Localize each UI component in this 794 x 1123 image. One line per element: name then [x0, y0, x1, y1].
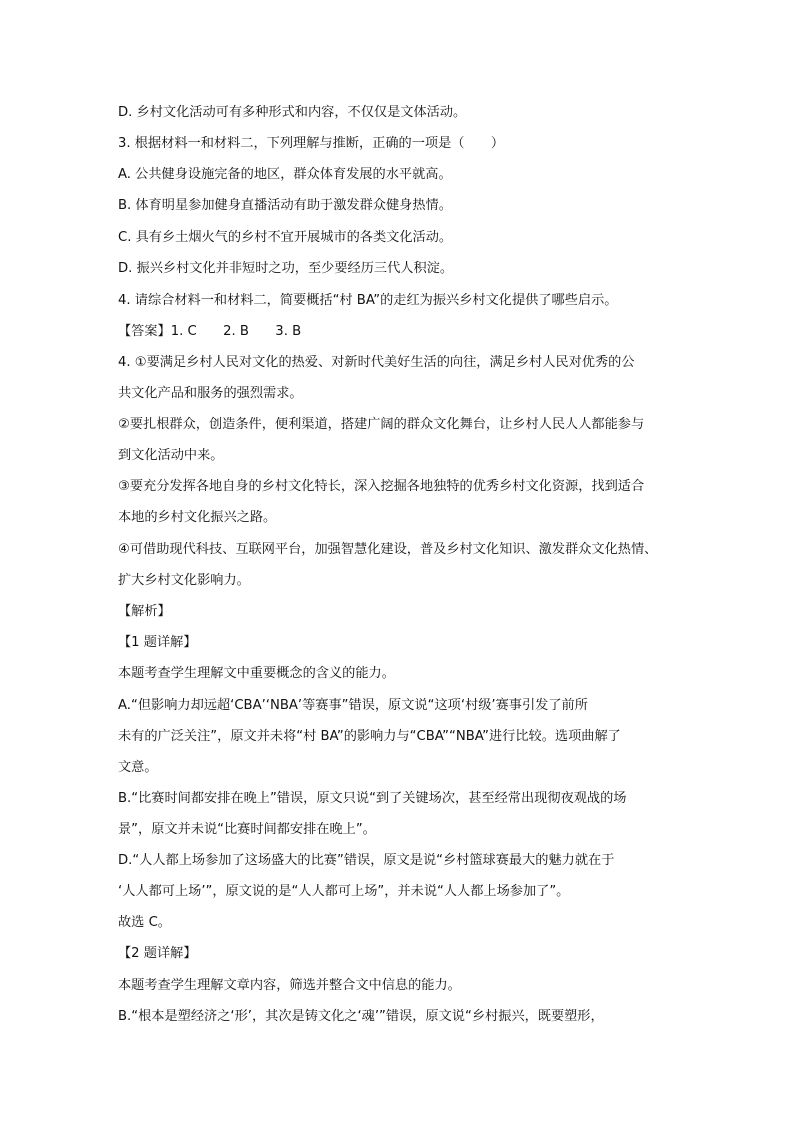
- text-line: ②要扎根群众，创造条件，便利渠道，搭建广阔的群众文化舞台，让乡村人民人人都能参与: [118, 417, 645, 432]
- text-line: 本地的乡村文化振兴之路。: [118, 510, 277, 525]
- text-line: 未有的广泛关注”，原文并未将“村 BA”的影响力与“CBA”“NBA”进行比较。选项曲解了: [118, 729, 621, 744]
- text-line: D.“人人都上场参加了这场盛大的比赛”错误，原文是说“乡村篮球赛最大的魅力就在于: [118, 853, 615, 868]
- text-line: 3. 根据材料一和材料二，下列理解与推断，正确的一项是（ ）: [118, 136, 505, 151]
- text-line: 本题考查学生理解文中重要概念的含义的能力。: [118, 666, 395, 681]
- text-line: B.“根本是塑经济之‘形’，其次是铸文化之‘魂’”错误，原文说“乡村振兴，既要塑形，: [118, 1009, 604, 1024]
- answer-heading: 【答案】1. C 2. B 3. B: [118, 324, 302, 339]
- text-line: ④可借助现代科技、互联网平台，加强智慧化建设，普及乡村文化知识、激发群众文化热情、: [118, 542, 658, 557]
- text-line: 4. 请综合材料一和材料二，简要概括“村 BA”的走红为振兴乡村文化提供了哪些启示。: [118, 293, 618, 308]
- text-line: 4. ①要满足乡村人民对文化的热爱、对新时代美好生活的向往，满足乡村人民对优秀的公: [118, 355, 635, 370]
- analysis-heading: 【解析】: [118, 604, 171, 619]
- text-line: B.“比赛时间都安排在晚上”错误，原文只说“到了关键场次，甚至经常出现彻夜观战的场: [118, 791, 627, 806]
- text-line: 到文化活动中来。: [118, 448, 224, 463]
- text-line: 文意。: [118, 760, 158, 775]
- text-line: ‘人人都可上场’”，原文说的是“人人都可上场”，并未说“人人都上场参加了”。: [118, 884, 570, 899]
- text-line: D. 振兴乡村文化并非短时之功，至少要经历三代人积淀。: [118, 261, 454, 276]
- text-line: 本题考查学生理解文章内容，筛选并整合文中信息的能力。: [118, 978, 461, 993]
- text-line: 扩大乡村文化影响力。: [118, 573, 250, 588]
- question-1-heading: 【1 题详解】: [118, 635, 197, 650]
- text-line: B. 体育明星参加健身直播活动有助于激发群众健身热情。: [118, 198, 452, 213]
- text-line: C. 具有乡土烟火气的乡村不宜开展城市的各类文化活动。: [118, 230, 453, 245]
- question-2-heading: 【2 题详解】: [118, 946, 197, 961]
- text-line: A. 公共健身设施完备的地区，群众体育发展的水平就高。: [118, 167, 452, 182]
- text-line: ③要充分发挥各地自身的乡村文化特长，深入挖掘各地独特的优秀乡村文化资源，找到适合: [118, 479, 645, 494]
- text-line: 景”，原文并未说“比赛时间都安排在晚上”。: [118, 822, 376, 837]
- text-line: D. 乡村文化活动可有多种形式和内容，不仅仅是文体活动。: [118, 105, 467, 120]
- text-line: 故选 C。: [118, 915, 171, 930]
- text-line: A.“但影响力却远超‘CBA’‘NBA’等赛事”错误，原文说“这项‘村级’赛事引发了前所: [118, 698, 588, 713]
- text-line: 共文化产品和服务的强烈需求。: [118, 386, 303, 401]
